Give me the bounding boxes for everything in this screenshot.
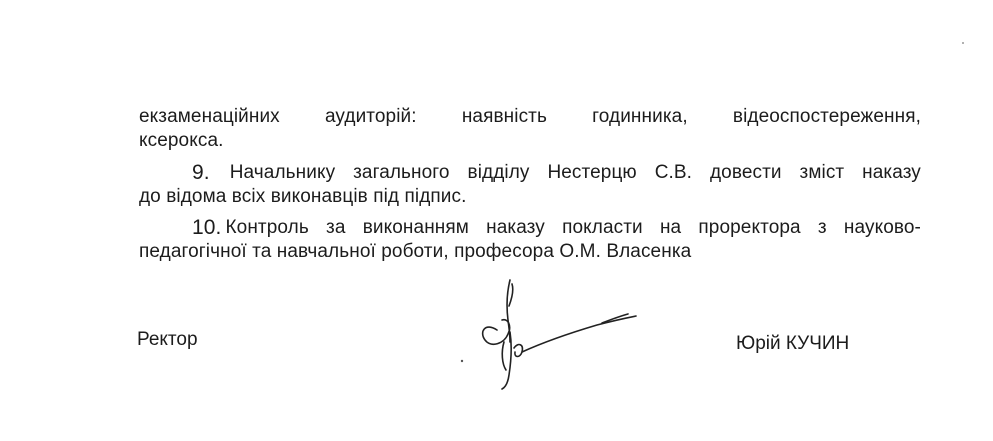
item-9-word: відділу (467, 162, 530, 183)
item-10-word: покласти (562, 217, 643, 238)
item-9-line-2: до відома всіх виконавців під підпис. (139, 186, 467, 207)
item-10-word: на (659, 217, 682, 238)
item-9-word: С.В. (654, 162, 693, 183)
signatory-role: Ректор (137, 329, 198, 350)
paragraph-word: екзаменаційних (139, 106, 280, 127)
item-10-line-1 (192, 216, 921, 240)
item-9-word: Нестерцю (547, 162, 637, 183)
item-9-word: довести (709, 162, 782, 183)
item-10-word: Контроль (225, 217, 309, 238)
item-9-word: зміст (799, 162, 845, 183)
item-10-number: 10. (192, 216, 222, 239)
item-10-word: науково- (843, 217, 921, 238)
item-9-number: 9. (192, 161, 210, 184)
paragraph-word: аудиторій: (324, 106, 417, 127)
item-9-word: загального (353, 162, 450, 183)
item-10-word: виконанням (362, 217, 469, 238)
item-10-word: з (817, 217, 827, 238)
paragraph-word: відеоспостереження, (732, 106, 921, 127)
paragraph-word: годинника, (592, 106, 688, 127)
item-9-line-1 (192, 161, 921, 185)
item-10-word: за (326, 217, 346, 238)
item-9-word: Начальнику (229, 162, 336, 183)
paragraph-line-2: ксерокса. (139, 130, 224, 151)
item-10-word: проректора (698, 217, 801, 238)
scan-speck (962, 42, 964, 44)
signatory-name: Юрій КУЧИН (736, 333, 850, 354)
paragraph-line-1 (139, 105, 921, 129)
paragraph-word: наявність (461, 106, 547, 127)
handwritten-signature (452, 270, 652, 400)
item-10-word: наказу (486, 217, 545, 238)
item-9-word: наказу (862, 162, 921, 183)
item-10-line-2: педагогічної та навчальної роботи, професора О.М. Власенка (139, 241, 692, 262)
